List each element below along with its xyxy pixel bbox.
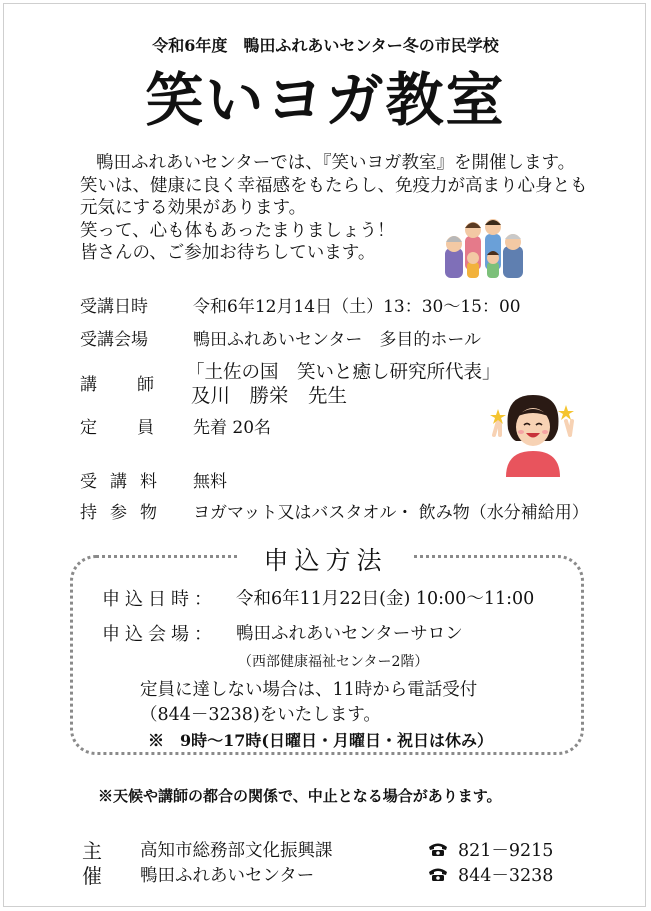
phone-icon	[428, 867, 448, 882]
phone-line-2	[428, 862, 553, 887]
page-title: 笑いヨガ教室	[145, 66, 506, 134]
application-venue-value: 鴨田ふれあいセンターサロン	[236, 624, 463, 644]
intro-line: 笑いは、健康に良く幸福感をもたらし、免疫力が高まり心身とも	[80, 175, 588, 196]
capacity-value: 先着 20名	[193, 418, 272, 438]
host-organization-1: 高知市総務部文化振興課	[140, 841, 333, 861]
application-venue-note: （西部健康福祉センター2階）	[238, 654, 429, 670]
intro-line: 笑って、心も体もあったまりましょう！	[80, 220, 395, 241]
phone-icon	[428, 842, 448, 857]
application-venue-label: 申込会場：	[102, 624, 217, 645]
application-date-label: 申込日時：	[102, 589, 217, 610]
date-value: 令和6年12月14日（土）13：30～15：00	[193, 297, 521, 317]
host-organization-2: 鴨田ふれあいセンター	[140, 866, 315, 886]
fee-label: 受講料	[80, 472, 170, 492]
intro-line: 元気にする効果があります。	[80, 198, 307, 218]
host-label-2: 催	[82, 864, 102, 888]
laughing-woman-illustration	[488, 385, 578, 477]
lecturer-name: 及川 勝栄 先生	[191, 384, 348, 407]
fee-value: 無料	[193, 472, 227, 492]
host-label-1: 主	[82, 839, 102, 863]
phone-number-2: 844－3238	[458, 866, 554, 886]
items-label: 持参物	[80, 503, 170, 523]
event-subtitle: 令和6年度 鴨田ふれあいセンター冬の市民学校	[152, 36, 499, 55]
cancellation-notice: ※天候や講師の都合の関係で、中止となる場合があります。	[98, 787, 502, 805]
office-hours-note: ※ 9時～17時(日曜日・月曜日・祝日は休み）	[148, 731, 493, 750]
application-title: 申込方法	[263, 546, 388, 575]
venue-label: 受講会場	[80, 330, 148, 350]
venue-value: 鴨田ふれあいセンター 多目的ホール	[193, 330, 481, 350]
lecturer-organization: 「土佐の国 笑いと癒し研究所代表」	[186, 362, 501, 383]
family-group-illustration	[437, 212, 529, 280]
application-date-value: 令和6年11月22日(金) 10:00～11:00	[236, 589, 535, 609]
date-label: 受講日時	[80, 297, 148, 317]
lecturer-label: 講師	[80, 375, 194, 395]
phone-line-1	[428, 837, 553, 862]
capacity-note-line-2: （844－3238)をいたします。	[140, 705, 381, 725]
intro-line: 鴨田ふれあいセンターでは、『笑いヨガ教室』を開催します。	[96, 153, 576, 173]
intro-line: 皆さんの、ご参加お待ちしています。	[80, 243, 376, 263]
phone-number-1: 821－9215	[458, 841, 554, 861]
items-value: ヨガマット又はバスタオル・ 飲み物（水分補給用）	[193, 503, 589, 523]
capacity-note-line-1: 定員に達しない場合は、11時から電話受付	[140, 680, 478, 700]
capacity-label: 定員	[80, 418, 194, 438]
